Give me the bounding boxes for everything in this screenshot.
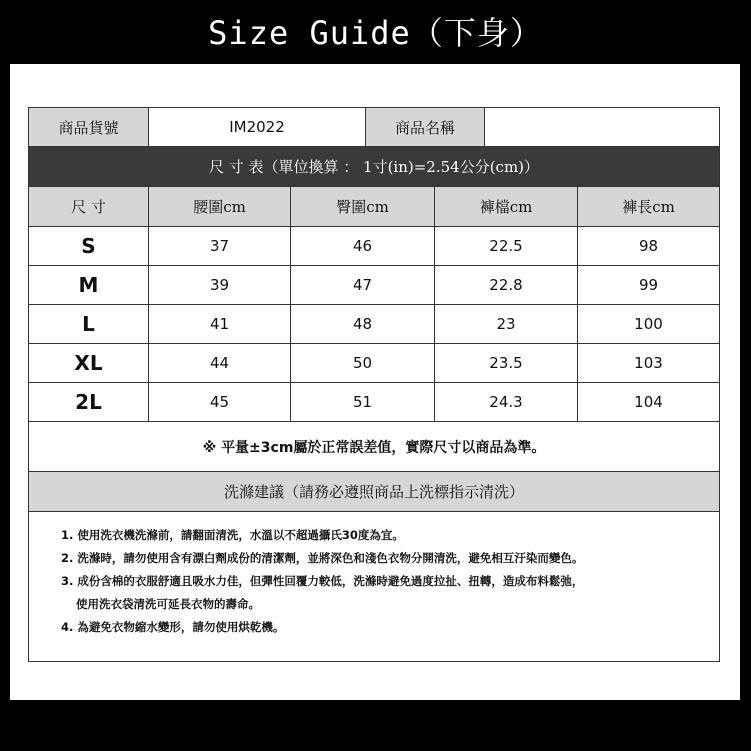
- rise-value: 24.3: [435, 383, 578, 421]
- hip-value: 46: [291, 227, 435, 265]
- care-title: 洗滌建議（請務必遵照商品上洗標指示清洗）: [223, 483, 524, 501]
- size-table-caption: 尺 寸 表（單位換算 ： 1寸(in)=2.54公分(cm)）: [29, 147, 719, 186]
- waist-value: 44: [149, 344, 291, 382]
- size-table-header-row: [29, 187, 719, 227]
- product-name-label: 商品名稱: [366, 108, 485, 146]
- table-row: [29, 266, 719, 305]
- rise-value: 23.5: [435, 344, 578, 382]
- table-row: [29, 305, 719, 344]
- size-guide-table: [28, 107, 720, 662]
- care-instructions: [29, 512, 719, 661]
- care-line-1: 1. 使用洗衣機洗滌前，請翻面清洗，水溫以不超過攝氏30度為宜。: [61, 528, 404, 542]
- table-row: [29, 227, 719, 266]
- waist-value: 37: [149, 227, 291, 265]
- rise-value: 23: [435, 305, 578, 343]
- care-line-2: 2. 洗滌時，請勿使用含有漂白劑成份的清潔劑，並將深色和淺色衣物分開清洗，避免相互汙染而變色。: [61, 551, 584, 565]
- tolerance-note-row: [29, 422, 719, 472]
- size-label: 2L: [29, 383, 149, 421]
- length-value: 104: [634, 393, 663, 411]
- header-length: 褲長cm: [622, 198, 675, 216]
- care-line-4: 4. 為避免衣物縮水變形，請勿使用烘乾機。: [61, 620, 285, 634]
- waist-value: 45: [149, 383, 291, 421]
- tolerance-note: ※ 平量±3cm屬於正常誤差值，實際尺寸以商品為準。: [202, 439, 546, 456]
- rise-value: 22.5: [435, 227, 578, 265]
- header-hip: 臀圍cm: [291, 187, 435, 226]
- size-label: L: [29, 305, 149, 343]
- length-value: 100: [634, 315, 663, 333]
- product-id-value: IM2022: [149, 108, 366, 146]
- hip-value: 50: [291, 344, 435, 382]
- rise-value: 22.8: [435, 266, 578, 304]
- waist-value: 41: [149, 305, 291, 343]
- product-name-value: [485, 108, 719, 146]
- care-line-3-continued: 使用洗衣袋清洗可延長衣物的壽命。: [76, 597, 260, 611]
- care-title-row: [29, 472, 719, 512]
- header-waist: 腰圍cm: [149, 187, 291, 226]
- length-value: 99: [638, 276, 659, 294]
- size-table-caption-row: [29, 147, 719, 187]
- header-size: 尺 寸: [29, 187, 149, 226]
- page-title: Size Guide（下身）: [208, 14, 543, 52]
- size-label: S: [29, 227, 149, 265]
- hip-value: 48: [291, 305, 435, 343]
- hip-value: 47: [291, 266, 435, 304]
- size-label: XL: [29, 344, 149, 382]
- length-value: 103: [634, 354, 663, 372]
- waist-value: 39: [149, 266, 291, 304]
- size-label: M: [29, 266, 149, 304]
- table-row: [29, 344, 719, 383]
- hip-value: 51: [291, 383, 435, 421]
- header-rise: 褲檔cm: [435, 187, 578, 226]
- size-guide-card: [10, 64, 740, 700]
- length-value: 98: [638, 237, 659, 255]
- product-info-row: [29, 108, 719, 147]
- care-line-3: 3. 成份含棉的衣服舒適且吸水力佳，但彈性回覆力較低，洗滌時避免過度拉扯、扭轉，造成布料鬆弛，: [61, 574, 584, 588]
- care-instructions-row: [29, 512, 719, 661]
- table-row: [29, 383, 719, 422]
- product-id-label: 商品貨號: [29, 108, 149, 146]
